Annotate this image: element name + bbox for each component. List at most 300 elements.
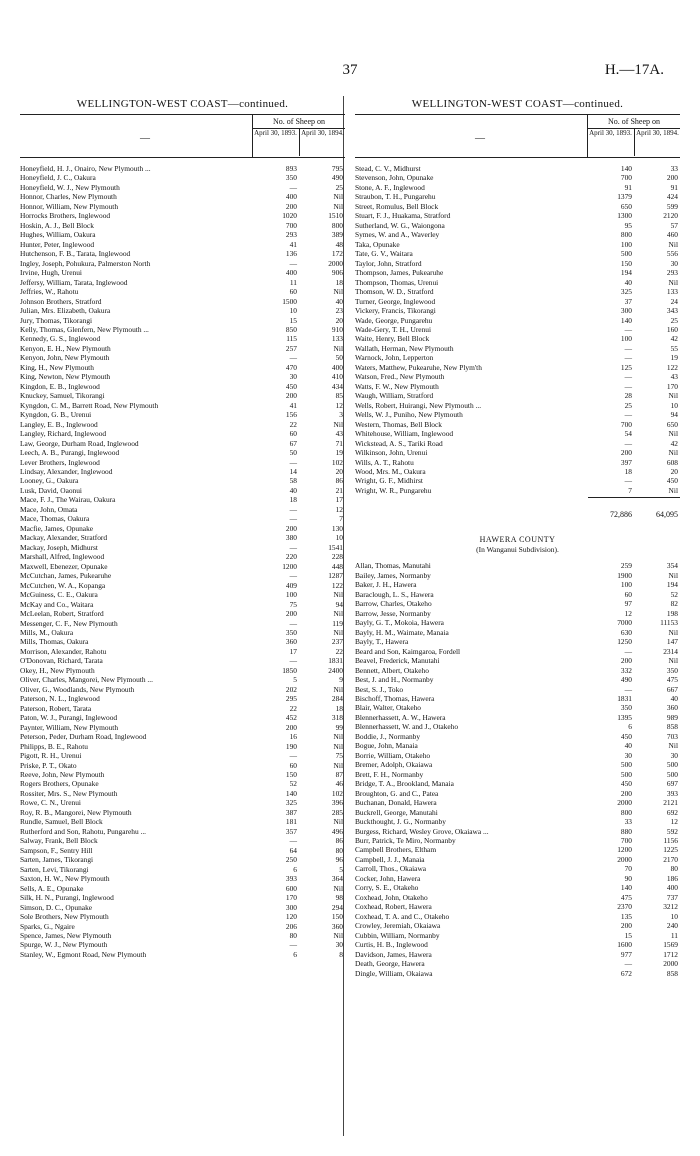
- table-row: [355, 316, 680, 325]
- table-row: [355, 666, 680, 675]
- owner-name: Taylor, John, Stratford: [355, 258, 422, 268]
- sheep-1894: Nil: [333, 609, 343, 619]
- table-row: [20, 931, 345, 940]
- table-row: [355, 703, 680, 712]
- sheep-1893: 202: [285, 684, 297, 694]
- owner-name: King, Newton, New Plymouth: [20, 372, 111, 382]
- sheep-1893: 120: [285, 912, 297, 922]
- sheep-1893: 380: [285, 533, 297, 543]
- sheep-1894: 86: [335, 476, 343, 486]
- owner-name: Reeve, John, New Plymouth: [20, 770, 105, 779]
- sheep-1894: 198: [666, 608, 678, 618]
- sheep-1893: 11: [289, 277, 297, 287]
- owner-name: Death, George, Hawera: [355, 959, 425, 969]
- owner-name: Okey, H., New Plymouth: [20, 665, 95, 675]
- sheep-1893: 200: [620, 656, 632, 666]
- sheep-1894: 43: [670, 372, 678, 382]
- owner-name: Jury, Thomas, Tikorangi: [20, 315, 93, 325]
- sheep-1893: 22: [289, 419, 297, 429]
- page-number: 37: [342, 62, 358, 78]
- sheep-1893: 1900: [617, 570, 632, 580]
- owner-name: Maxwell, Ebenezer, Opunake: [20, 561, 108, 571]
- sheep-1894: 172: [331, 249, 343, 259]
- table-row: [355, 599, 680, 608]
- table-row: [355, 836, 680, 845]
- sheep-1893: 30: [289, 372, 297, 382]
- sheep-1894: 98: [335, 893, 343, 903]
- owner-name: Bridge, T. A., Brookland, Manaia: [355, 779, 454, 789]
- sheep-1893: 60: [289, 429, 297, 439]
- table-row: [20, 590, 345, 599]
- sheep-1893: 70: [624, 864, 632, 874]
- owner-name: Rundle, Samuel, Bell Block: [20, 817, 103, 827]
- sheep-1893: 220: [285, 552, 297, 562]
- owner-name: Rossiter, Mrs. S., New Plymouth: [20, 788, 118, 798]
- table-row: [355, 230, 680, 239]
- sheep-1893: 41: [289, 239, 297, 249]
- owner-name: Mace, John, Omata: [20, 504, 78, 514]
- owner-name: Bischoff, Thomas, Hawera: [355, 693, 435, 703]
- table-row: [355, 950, 680, 959]
- owner-name: Thompson, James, Pukearuhe: [355, 268, 444, 278]
- owner-name: Tate, G. V., Waitara: [355, 249, 413, 259]
- owner-name: Irvine, Hugh, Urenui: [20, 268, 82, 278]
- name-column-header: —: [140, 133, 150, 144]
- sheep-1894: 8: [339, 949, 343, 959]
- sheep-1894: 318: [331, 713, 343, 723]
- table-row: [355, 751, 680, 760]
- sheep-1893: 135: [620, 911, 632, 921]
- owner-name: O'Donovan, Richard, Tarata: [20, 656, 103, 666]
- sheep-1894: 2314: [663, 646, 678, 656]
- owner-name: Simson, D. C., Opunake: [20, 902, 93, 912]
- sheep-1894: 448: [331, 561, 343, 571]
- table-row: [20, 600, 345, 609]
- sheep-1893: 2370: [617, 902, 632, 912]
- table-row: [355, 902, 680, 911]
- sheep-1894: 133: [666, 287, 678, 297]
- table-row: [20, 306, 345, 315]
- table-row: [20, 827, 345, 836]
- table-row: [355, 685, 680, 694]
- sheep-1893: 200: [285, 391, 297, 401]
- sheep-1894: 858: [666, 722, 678, 732]
- sheep-1893: 115: [286, 334, 297, 344]
- sheep-1894: Nil: [333, 201, 343, 211]
- sheep-1893: 136: [285, 249, 297, 259]
- owner-name: Wilkinson, John, Urenui: [355, 448, 428, 458]
- table-row: [20, 287, 345, 296]
- owner-name: Wade-Gery, T. H., Urenui: [355, 324, 432, 334]
- owner-name: Kingdon, E. B., Inglewood: [20, 381, 100, 391]
- owner-name: Burr, Patrick, Te Miro, Normanby: [355, 836, 456, 845]
- table-row: [20, 325, 345, 334]
- sheep-1893: 60: [289, 287, 297, 297]
- owner-name: Stuart, F. J., Huakama, Stratford: [355, 211, 451, 221]
- sheep-1894: 1831: [328, 656, 343, 666]
- owner-name: Wickstead, A. S., Tariki Road: [355, 438, 443, 448]
- table-row: [20, 789, 345, 798]
- sheep-1894: 42: [670, 438, 678, 448]
- sheep-1893: 360: [285, 637, 297, 647]
- table-row: [20, 628, 345, 637]
- sheep-1893: 200: [620, 921, 632, 931]
- table-row: [355, 420, 680, 429]
- owner-name: Roy, R. B., Mangorei, New Plymouth: [20, 807, 132, 817]
- table-row: [20, 647, 345, 656]
- owner-name: McKay and Co., Waitara: [20, 599, 94, 609]
- sheep-1893: —: [289, 751, 297, 761]
- sheep-1893: 700: [620, 419, 632, 429]
- sheep-1893: 6: [293, 864, 297, 874]
- sheep-1893: 14: [289, 467, 297, 476]
- table-row: [355, 278, 680, 287]
- sheep-1893: 325: [285, 798, 297, 808]
- sheep-1894: 364: [331, 874, 343, 884]
- sheep-1893: 194: [620, 268, 632, 278]
- sheep-1893: 100: [620, 334, 632, 344]
- table-row: [355, 363, 680, 372]
- owner-name: Mace, Thomas, Oakura: [20, 514, 90, 524]
- sheep-1894: 396: [331, 798, 343, 808]
- sheep-1894: Nil: [333, 930, 343, 940]
- owner-name: Blennerhassett, A. W., Hawera: [355, 712, 446, 722]
- sheep-1893: 350: [285, 627, 297, 637]
- sheep-1894: 46: [335, 779, 343, 789]
- sheep-1893: 1300: [617, 211, 632, 221]
- table-row: [355, 211, 680, 220]
- sheep-1894: 80: [335, 845, 343, 855]
- sheep-1893: 200: [285, 722, 297, 732]
- sheep-1894: 19: [335, 448, 343, 458]
- owner-name: Western, Thomas, Bell Block: [355, 419, 442, 429]
- owner-name: Bayly, H. M., Waimate, Manaia: [355, 627, 449, 637]
- owner-name: Bayly, G. T., Mokoia, Hawera: [355, 618, 444, 628]
- sheep-1893: —: [624, 324, 632, 334]
- sheep-1893: 200: [285, 523, 297, 533]
- owner-name: McCutchen, W. A., Kopanga: [20, 580, 106, 590]
- table-row: [355, 401, 680, 410]
- table-row: [20, 893, 345, 902]
- sheep-1894: 186: [666, 873, 678, 883]
- sheep-1893: 1200: [617, 845, 632, 855]
- owner-name: Bailey, James, Normanby: [355, 570, 431, 580]
- sheep-1894: 21: [335, 485, 343, 495]
- sheep-1894: 5: [339, 864, 343, 874]
- sheep-1893: 470: [285, 362, 297, 372]
- sheep-1893: 700: [620, 836, 632, 845]
- table-row: [355, 637, 680, 646]
- owner-name: Warnock, John, Lepperton: [355, 353, 434, 363]
- sheep-1893: 16: [289, 732, 297, 742]
- sheep-1894: 57: [670, 220, 678, 230]
- table-row: [20, 363, 345, 372]
- owner-name: Straubon, T. H., Pungarehu: [355, 192, 436, 202]
- sheep-1894: 194: [666, 580, 678, 590]
- owner-name: Boddie, J., Normanby: [355, 731, 421, 741]
- sheep-1893: 17: [289, 646, 297, 656]
- owner-name: Sarten, Levi, Tikorangi: [20, 864, 89, 874]
- sheep-count-header: [587, 115, 680, 157]
- sheep-1893: 800: [620, 807, 632, 817]
- table-row: [355, 760, 680, 769]
- sheep-1893: 10: [289, 306, 297, 316]
- table-row: [355, 921, 680, 930]
- sheep-1894: 43: [335, 429, 343, 439]
- sheep-1894: 1510: [328, 211, 343, 221]
- sheep-1894: 500: [666, 769, 678, 779]
- owner-name: Campbell, J. J., Manaia: [355, 854, 425, 864]
- table-row: [355, 325, 680, 334]
- table-row: [20, 950, 345, 959]
- sheep-1894: 800: [331, 220, 343, 230]
- sheep-1893: 67: [289, 438, 297, 448]
- sheep-1894: 22: [335, 646, 343, 656]
- table-row: [355, 486, 680, 495]
- sheep-1894: 592: [666, 826, 678, 836]
- owner-name: Sparks, G., Ngaire: [20, 921, 75, 931]
- sheep-1894: 40: [335, 296, 343, 306]
- sheep-1893: 33: [624, 817, 632, 827]
- sheep-1893: 5: [293, 675, 297, 685]
- sheep-1894: 71: [335, 438, 343, 448]
- table-row: [355, 694, 680, 703]
- table-row: [20, 334, 345, 343]
- sheep-1894: 75: [335, 751, 343, 761]
- owner-name: Paterson, N. L., Inglewood: [20, 694, 100, 704]
- sheep-1894: 23: [335, 306, 343, 316]
- owner-name: Kyngdon, G. B., Urenui: [20, 410, 92, 420]
- table-row: [20, 685, 345, 694]
- sheep-1894: 147: [666, 637, 678, 647]
- owner-name: Ingley, Joseph, Pohukura, Palmerston North: [20, 258, 151, 268]
- owner-name: Waters, Matthew, Pukearuhe, New Plym'th: [355, 362, 482, 372]
- sheep-1893: 6: [293, 949, 297, 959]
- sheep-1893: 350: [620, 703, 632, 713]
- sheep-1894: 906: [331, 268, 343, 278]
- table-row: [355, 675, 680, 684]
- owner-name: Bogue, John, Manaia: [355, 741, 418, 751]
- table-row: [20, 808, 345, 817]
- table-row: [355, 192, 680, 201]
- owner-name: Curtis, H. B., Inglewood: [355, 940, 428, 950]
- table-row: [20, 391, 345, 400]
- left-table-body: [20, 164, 345, 959]
- table-row: [355, 476, 680, 485]
- table-row: [20, 211, 345, 220]
- table-row: [20, 297, 345, 306]
- sheep-1894: 3212: [663, 902, 678, 912]
- sheep-1893: 500: [620, 249, 632, 259]
- sheep-1893: 1395: [617, 712, 632, 722]
- owner-name: Dingle, William, Okaiawa: [355, 968, 433, 978]
- sheep-1894: 99: [335, 722, 343, 732]
- sheep-1893: 80: [289, 930, 297, 940]
- owner-name: Sells, A. E., Opunake: [20, 883, 84, 893]
- sheep-1893: 6: [628, 722, 632, 732]
- table-row: [20, 221, 345, 230]
- sheep-1893: 475: [620, 892, 632, 902]
- sheep-1893: 2000: [617, 854, 632, 864]
- table-row: [20, 495, 345, 504]
- owner-name: Bremer, Adolph, Okaiawa: [355, 760, 433, 770]
- owner-name: Barrow, Charles, Otakeho: [355, 599, 432, 609]
- sheep-1893: 259: [620, 561, 632, 571]
- sheep-1894: 122: [666, 362, 678, 372]
- left-table-header: [20, 114, 345, 158]
- sheep-1893: —: [624, 646, 632, 656]
- owner-name: Paton, W. J., Purangi, Inglewood: [20, 713, 118, 723]
- sheep-1894: 20: [335, 467, 343, 476]
- table-row: [20, 486, 345, 495]
- owner-name: Lusk, David, Oaonui: [20, 485, 82, 495]
- table-row: [355, 334, 680, 343]
- sheep-1893: —: [289, 504, 297, 514]
- sheep-1894: 25: [335, 182, 343, 192]
- owner-name: Honeyfield, H. J., Onairo, New Plymouth ...: [20, 164, 151, 173]
- table-row: [20, 543, 345, 552]
- sheep-1893: 977: [620, 949, 632, 959]
- owner-name: Rutherford and Son, Rahotu, Pungarehu ...: [20, 826, 147, 836]
- sheep-1894: 30: [670, 750, 678, 760]
- sheep-1893: —: [289, 182, 297, 192]
- sheep-1894: 424: [666, 192, 678, 202]
- right-table-header: [355, 114, 680, 158]
- owner-name: Blennerhassett, W. and J., Otakeho: [355, 722, 459, 732]
- sheep-1893: 200: [620, 788, 632, 798]
- owner-name: Honeyfield, J. C., Oakura: [20, 173, 96, 183]
- sheep-1893: 140: [285, 788, 297, 798]
- sheep-1893: 40: [624, 277, 632, 287]
- owner-name: Burgess, Richard, Wesley Grove, Okaiawa ...: [355, 826, 489, 836]
- sheep-1894: 692: [666, 807, 678, 817]
- owner-name: Philipps, B. E., Rahotu: [20, 741, 88, 751]
- sheep-1894: 795: [331, 164, 343, 173]
- sheep-1894: Nil: [668, 656, 678, 666]
- table-row: [355, 770, 680, 779]
- owner-name: Wells, W. J., Puniho, New Plymouth: [355, 410, 463, 420]
- table-row: [20, 533, 345, 542]
- owner-name: Sutherland, W. G., Waiongona: [355, 220, 445, 230]
- sheep-1893: 350: [285, 173, 297, 183]
- sheep-1894: 608: [666, 457, 678, 467]
- sheep-1893: 800: [620, 230, 632, 240]
- sheep-1894: 150: [331, 912, 343, 922]
- owner-name: Mackay, Alexander, Stratford: [20, 533, 108, 543]
- owner-name: Wright, W. R., Pungarehu: [355, 485, 432, 495]
- owner-name: Mackay, Joseph, Midhurst: [20, 542, 98, 552]
- sheep-1893: 700: [285, 220, 297, 230]
- sheep-1893: 140: [620, 315, 632, 325]
- owner-name: Allan, Thomas, Manutahi: [355, 561, 431, 571]
- sheep-1894: 11153: [660, 618, 678, 628]
- sheep-1894: 12: [335, 504, 343, 514]
- owner-name: Street, Romulus, Bell Block: [355, 201, 439, 211]
- sheep-1894: 1541: [328, 542, 343, 552]
- table-row: [20, 903, 345, 912]
- table-row: [355, 183, 680, 192]
- table-row: [20, 401, 345, 410]
- col-1894-header: April 30, 1894.: [634, 128, 680, 156]
- sheep-1894: 400: [331, 362, 343, 372]
- table-row: [355, 429, 680, 438]
- sheep-1894: 989: [666, 712, 678, 722]
- table-row: [20, 846, 345, 855]
- sheep-1893: —: [624, 343, 632, 353]
- sheep-1893: 400: [285, 192, 297, 202]
- sheep-1894: 11: [670, 930, 678, 940]
- sheep-1893: 75: [289, 599, 297, 609]
- sheep-1894: 80: [670, 864, 678, 874]
- sheep-1894: 102: [331, 788, 343, 798]
- sheep-1893: 181: [285, 817, 297, 827]
- right-column-title: WELLINGTON-WEST COAST—continued.: [411, 98, 624, 110]
- sheep-1893: 15: [624, 930, 632, 940]
- sheep-1893: 295: [285, 694, 297, 704]
- table-row: [20, 836, 345, 845]
- sheep-1893: 190: [285, 741, 297, 751]
- sheep-1893: 200: [620, 448, 632, 458]
- sheep-count-header: [252, 115, 345, 157]
- sheep-1893: —: [624, 381, 632, 391]
- table-row: [355, 372, 680, 381]
- sheep-1894: 490: [331, 173, 343, 183]
- table-row: [355, 580, 680, 589]
- owner-name: Law, George, Durham Road, Inglewood: [20, 438, 139, 448]
- sheep-1894: 82: [670, 599, 678, 609]
- sheep-1894: 1225: [663, 845, 678, 855]
- owner-name: Vickery, Francis, Tikorangi: [355, 306, 436, 316]
- sheep-1893: —: [289, 940, 297, 950]
- owner-name: Sarten, James, Tikorangi: [20, 855, 94, 865]
- table-row: [20, 514, 345, 523]
- owner-name: Sampson, F., Sentry Hill: [20, 845, 93, 855]
- table-row: [355, 344, 680, 353]
- table-row: [355, 874, 680, 883]
- owner-name: Spurge, W. J., New Plymouth: [20, 940, 108, 950]
- owner-name: Cocker, John, Hawera: [355, 873, 421, 883]
- sheep-1894: 10: [670, 400, 678, 410]
- table-row: [20, 467, 345, 476]
- table-row: [355, 173, 680, 182]
- sheep-1893: —: [289, 836, 297, 846]
- sheep-1893: 2000: [617, 798, 632, 808]
- table-row: [355, 306, 680, 315]
- sheep-1893: 28: [624, 391, 632, 401]
- total-rule: [355, 495, 680, 509]
- owner-name: Broughton, G. and C., Patea: [355, 788, 439, 798]
- sheep-1894: 96: [335, 855, 343, 865]
- owner-name: Baraclough, L. S., Hawera: [355, 589, 434, 599]
- sheep-1893: —: [624, 684, 632, 694]
- sheep-1894: 7: [339, 514, 343, 524]
- table-row: [20, 571, 345, 580]
- sheep-1893: 97: [624, 599, 632, 609]
- sheep-1894: Nil: [333, 287, 343, 297]
- owner-name: Looney, G., Oakura: [20, 476, 79, 486]
- owner-name: Wells, Robert, Huirangi, New Plymouth ...: [355, 400, 482, 410]
- owner-name: Hunter, Peter, Inglewood: [20, 239, 95, 249]
- table-row: [20, 476, 345, 485]
- sheep-1893: 58: [289, 476, 297, 486]
- sheep-1894: 2120: [663, 211, 678, 221]
- sheep-1893: 18: [289, 495, 297, 505]
- owner-name: Symes, W. and A., Waverley: [355, 230, 440, 240]
- table-row: [20, 884, 345, 893]
- sheep-1893: 64: [289, 845, 297, 855]
- sheep-1893: 150: [620, 258, 632, 268]
- table-row: [20, 912, 345, 921]
